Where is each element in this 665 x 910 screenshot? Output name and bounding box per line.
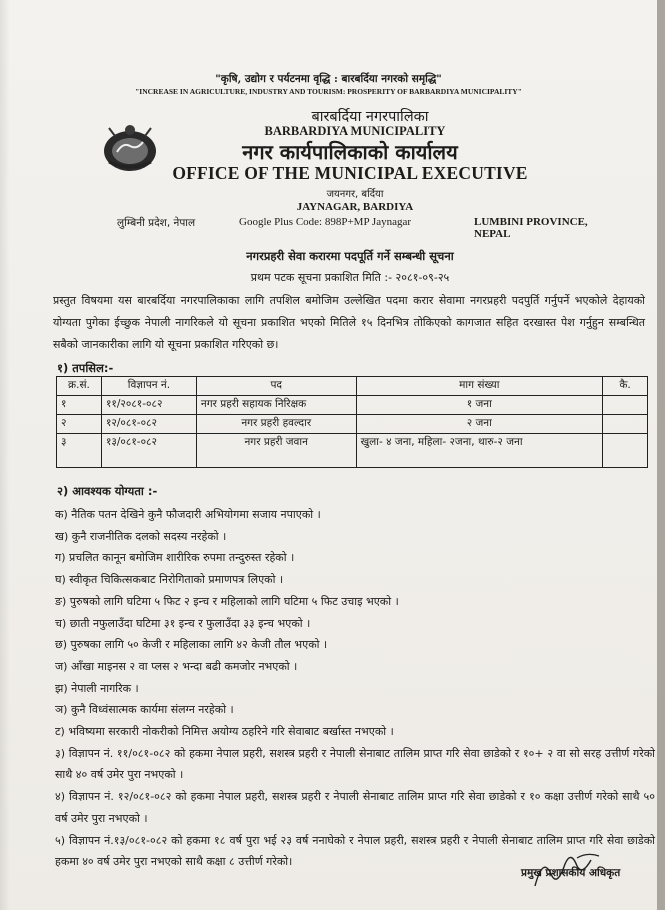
province-nepali: लुम्बिनी प्रदेश, नेपाल bbox=[117, 217, 196, 229]
cell-demand: २ जना bbox=[356, 415, 602, 434]
municipality-name-english: BARBARDIYA MUNICIPALITY bbox=[264, 124, 446, 138]
list-item: ३) विज्ञापन नं. ११/०८१-०८२ को हकमा नेपाल प्रहरी, सशस्त्र प्रहरी र नेपाली सेनाबाट तालिम प्राप्त गरि सेवा छाडेको र १०+ २ वा सो सरह उत्तीर्ण गरेको साथै ४० वर्ष उमेर पुरा नभएको । bbox=[55, 746, 655, 782]
column-header: क्र.सं. bbox=[57, 377, 102, 396]
vacancy-table bbox=[56, 376, 648, 468]
list-item: ज) आँखा माइनस २ वा प्लस २ भन्दा बढी कमजोर नभएको । bbox=[55, 659, 298, 673]
cell-sn: १ bbox=[57, 396, 102, 415]
qualifications-list bbox=[55, 504, 655, 873]
list-item: ञ) कुनै विध्वंसात्मक कार्यमा संलग्न नरहेको । bbox=[55, 703, 234, 717]
slogan-english: "INCREASE IN AGRICULTURE, INDUSTRY AND TOURISM: PROSPERITY OF BARBARDIYA MUNICIPALITY" bbox=[135, 87, 522, 96]
notice-title: नगरप्रहरी सेवा करारमा पदपूर्ति गर्ने सम्बन्धी सूचना bbox=[246, 249, 454, 263]
column-header: कै. bbox=[603, 377, 648, 396]
cell-sn: २ bbox=[57, 415, 102, 434]
list-item: ग) प्रचलित कानून बमोजिम शारीरिक रुपमा तन्दुरुस्त रहेको । bbox=[55, 551, 295, 565]
column-header: माग संख्या bbox=[356, 377, 602, 396]
signature-title: प्रमुख प्रशासकीय अधिकृत bbox=[521, 867, 621, 879]
location-nepali: जयनगर, बर्दिया bbox=[326, 189, 384, 200]
list-item: छ) पुरुषका लागि ५० केजी र महिलाका लागि ४२ केजी तौल भएको । bbox=[55, 638, 328, 652]
location-english: JAYNAGAR, BARDIYA bbox=[296, 201, 414, 213]
cell-demand: १ जना bbox=[356, 396, 602, 415]
cell-demand: खुला- ४ जना, महिला- २जना, थारु-२ जना bbox=[356, 434, 602, 468]
list-item: ५) विज्ञापन नं.१३/०८१-०८२ को हकमा १८ वर्ष पुरा भई २३ वर्ष ननाघेको र नेपाल प्रहरी, सशस्त्र प्रहरी र नेपाली सेनाबाट तालिम प्राप्त गरि सेवा छाडेको हकमा ४० वर्ष उमेर पुरा नभएको साथै कक्षा ८ उत्तीर्ण गरेको। bbox=[55, 833, 655, 869]
cell-ad-no: १३/०८१-०८२ bbox=[101, 434, 196, 468]
cell-ad-no: १२/०८१-०८२ bbox=[101, 415, 196, 434]
cell-remarks bbox=[603, 396, 648, 415]
notice-date: प्रथम पटक सूचना प्रकाशित मिति :- २०८१-०९-२५ bbox=[250, 271, 450, 284]
table-row bbox=[57, 415, 648, 434]
qualifications-heading: २) आवश्यक योग्यता :- bbox=[57, 484, 158, 498]
municipality-name-nepali: बारबर्दिया नगरपालिका bbox=[311, 109, 429, 125]
cell-remarks bbox=[603, 415, 648, 434]
table-row bbox=[57, 396, 648, 415]
details-heading: १) तपसिल:- bbox=[57, 361, 114, 375]
address-row bbox=[117, 216, 607, 240]
list-item: घ) स्वीकृत चिकित्सकबाट निरोगिताको प्रमाणपत्र लिएको । bbox=[55, 573, 284, 587]
table-row bbox=[57, 434, 648, 468]
list-item: ङ) पुरुषको लागि घटिमा ५ फिट २ इन्च र महिलाको लागि घटिमा ५ फिट उचाइ भएको । bbox=[55, 594, 399, 608]
list-item: ख) कुनै राजनीतिक दलको सदस्य नरहेको । bbox=[55, 529, 227, 543]
office-title-nepali: नगर कार्यपालिकाको कार्यालय bbox=[242, 140, 458, 164]
cell-remarks bbox=[603, 434, 648, 468]
table-header-row bbox=[57, 377, 648, 396]
column-header: पद bbox=[196, 377, 356, 396]
province-english: LUMBINI PROVINCE, NEPAL bbox=[474, 216, 588, 240]
cell-post: नगर प्रहरी जवान bbox=[196, 434, 356, 468]
office-title-english: OFFICE OF THE MUNICIPAL EXECUTIVE bbox=[172, 163, 528, 183]
list-item: झ) नेपाली नागरिक । bbox=[55, 681, 139, 695]
list-item: ४) विज्ञापन नं. १२/०८१-०८२ को हकमा नेपाल प्रहरी, सशस्त्र प्रहरी र नेपाली सेनाबाट तालिम प्राप्त गरि सेवा छाडेको र १० कक्षा उत्तीर्ण गरेको साथै ५० वर्ष उमेर पुरा नभएको । bbox=[55, 790, 655, 825]
list-item: च) छाती नफुलाउँदा घटिमा ३१ इन्च र फुलाउँदा ३३ इन्च भएको । bbox=[55, 616, 311, 630]
slogan-nepali: "कृषि, उद्योग र पर्यटनमा वृद्धि : बारबर्दिया नगरको समृद्धि" bbox=[215, 73, 442, 85]
notice-body: प्रस्तुत विषयमा यस बारबर्दिया नगरपालिकाका लागि तपशिल बमोजिम उल्लेखित पदमा करार सेवामा नगरप्रहरी पदपुर्ति गर्नुपर्ने भएकोले देहायको योग्यता पुगेका ईच्छुक नेपाली नागरिकले यो सूचना प्रकाशित भएको मितिले १५ दिनभित्र तोकिएको कागजात सहित दरखास्त पेश गर्नुहुन सम्बन्धित सबैको जानकारीका लागि यो सूचना प्रकाशित गरिएको छ। bbox=[53, 294, 645, 351]
list-item: क) नैतिक पतन देखिने कुनै फौजदारी अभियोगमा सजाय नपाएको । bbox=[55, 508, 321, 521]
cell-sn: ३ bbox=[57, 434, 102, 468]
cell-ad-no: ११/२०८१-०८२ bbox=[101, 396, 196, 415]
plus-code: Google Plus Code: 898P+MP Jaynagar bbox=[239, 216, 412, 228]
list-item: ट) भविष्यमा सरकारी नोकरीको निमित्त अयोग्य ठहरिने गरि सेवाबाट बर्खास्त नभएको । bbox=[55, 725, 394, 739]
cell-post: नगर प्रहरी सहायक निरिक्षक bbox=[196, 396, 356, 415]
cell-post: नगर प्रहरी हवल्दार bbox=[196, 415, 356, 434]
column-header: विज्ञापन नं. bbox=[101, 377, 196, 396]
